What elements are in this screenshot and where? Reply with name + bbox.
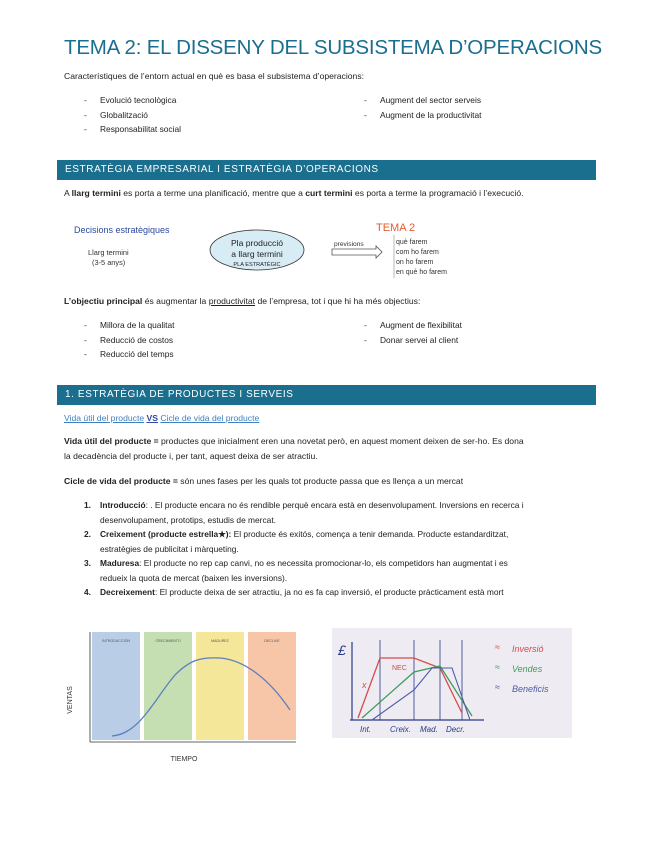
- y-axis-label: VENTAS: [67, 686, 74, 714]
- strategy-diagram: [64, 216, 464, 280]
- item-line: redueix la quota de mercat (baixen les inversions).: [100, 572, 288, 583]
- text-span: es porta a terme la programació i l’execució.: [352, 188, 524, 198]
- objectives-list-right: [344, 318, 462, 347]
- sketch-mark: x: [362, 680, 367, 690]
- sketch-tick-3: Mad.: [420, 725, 438, 734]
- page-title: TEMA 2: EL DISSENY DEL SUBSISTEMA D’OPERACIONS: [64, 36, 603, 59]
- item-title: Introducció: [100, 500, 146, 510]
- item-text: : El producte no rep cap canvi, no es necessita promocionar-lo, els competidors han augmentat i es: [139, 558, 508, 568]
- list-item: - Augment de flexibilitat: [344, 318, 462, 333]
- legend-key-3: ≈: [495, 682, 500, 692]
- item-text: : . El producte encara no és rendible perquè encara està en desenvolupament. Inversions en recerca i: [145, 500, 524, 510]
- item-number: 2.: [84, 529, 91, 539]
- decisions-label: Decisions estratègiques: [74, 225, 170, 235]
- intro-list-left: [64, 93, 181, 137]
- bold-text: curt termini: [305, 188, 353, 198]
- text-span: es porta a terme una planificació, mentre que a: [120, 188, 306, 198]
- item-title: Creixement (producte estrella★):: [100, 529, 232, 539]
- paragraph-line: [64, 434, 524, 449]
- question-1: què farem: [396, 239, 428, 246]
- previsions-label: previsions: [334, 241, 364, 248]
- stage-label: MADUREZ: [211, 639, 229, 643]
- objective-paragraph: [64, 294, 420, 309]
- tema2-label: TEMA 2: [376, 222, 416, 234]
- list-item: - Augment del sector serveis: [344, 93, 482, 108]
- item-number: 3.: [84, 558, 91, 568]
- phase-item: [64, 585, 604, 600]
- item-title: Maduresa: [100, 558, 140, 568]
- list-item: - Donar servei al client: [344, 333, 462, 348]
- phase-item: [64, 556, 604, 585]
- sketch-f: £: [338, 642, 346, 658]
- item-line: [100, 556, 604, 571]
- list-item: - Reducció de costos: [64, 333, 174, 348]
- intro-list-right: [344, 93, 482, 122]
- life-cycle-chart: [60, 630, 300, 770]
- list-item: - Evolució tecnològica: [64, 93, 181, 108]
- question-3: on ho farem: [396, 259, 434, 266]
- text-span: A: [64, 188, 72, 198]
- phase-item: [64, 498, 604, 527]
- stage-label: DECLIVE: [264, 639, 280, 643]
- bold-text: Cicle de vida del producte =: [64, 476, 178, 486]
- list-item: - Augment de la productivitat: [344, 108, 482, 123]
- oval-line-1: Pla producció: [230, 238, 284, 248]
- anys-label: (3-5 anys): [92, 258, 126, 267]
- legend-key-1: ≈: [495, 642, 500, 652]
- sketch-legend-beneficis: Beneficis: [512, 684, 549, 694]
- item-title: Decreixement: [100, 587, 155, 597]
- item-line: [100, 585, 604, 600]
- sketch-image: [332, 628, 572, 738]
- item-text: : El producte deixa de ser atractiu, ja no es fa cap inversió, el producte pràcticament està mort: [154, 587, 504, 597]
- sketch-tick-2: Creix.: [390, 725, 411, 734]
- cicle-vida-link[interactable]: Cicle de vida del producte: [160, 413, 260, 423]
- section-heading-estrategia: ESTRATÈGIA EMPRESARIAL I ESTRATÈGIA D’OPERACIONS: [57, 160, 596, 180]
- oval-line-3: PLA ESTRATÈGIC: [233, 262, 281, 268]
- list-item: - Responsabilitat social: [64, 122, 181, 137]
- link-line: [64, 411, 259, 426]
- bold-text: L’objectiu principal: [64, 296, 143, 306]
- item-line: [100, 498, 604, 513]
- stage-label: CRECIMIENTO: [155, 639, 181, 643]
- text-span: són unes fases per les quals tot producte passa que es llença a un mercat: [177, 476, 464, 486]
- bold-text: llarg termini: [71, 188, 121, 198]
- oval-line-2: a llarg termini: [231, 249, 283, 259]
- item-line: desenvolupament, prototips, estudis de mercat.: [100, 514, 276, 525]
- termini-paragraph: [64, 186, 524, 201]
- text-span: productes que inicialment eren una novetat però, en aquest moment deixen de ser-ho. Es dona: [158, 436, 524, 446]
- item-line: estratègies de publicitat i màrqueting.: [100, 543, 239, 554]
- vida-util-paragraph: [64, 434, 524, 464]
- stage-label: INTRODUCCIÓN: [102, 639, 130, 643]
- paragraph-line: la decadència del producte i, per tant, aquest deixa de ser atractiu.: [64, 451, 318, 461]
- stage-band: [248, 632, 296, 740]
- list-item: - Millora de la qualitat: [64, 318, 174, 333]
- question-2: com ho farem: [396, 249, 439, 256]
- text-span: de l’empresa, tot i que hi ha més objectius:: [255, 296, 421, 306]
- sketch-legend-inversio: Inversió: [512, 644, 544, 654]
- stage-bands: [92, 632, 296, 740]
- phase-item: [64, 527, 604, 556]
- stage-band: [144, 632, 192, 740]
- section-heading-productes: 1. ESTRATÈGIA DE PRODUCTES I SERVEIS: [57, 385, 596, 405]
- cicle-vida-paragraph: [64, 474, 463, 489]
- sketch-tick-4: Decr.: [446, 725, 465, 734]
- sketch-legend-vendes: Vendes: [512, 664, 543, 674]
- bold-text: Vida útil del producte =: [64, 436, 159, 446]
- list-item: - Reducció del temps: [64, 347, 174, 362]
- underlined-text: productivitat: [208, 296, 256, 306]
- sketch-tick-1: Int.: [360, 725, 372, 734]
- text-span: és augmentar la: [142, 296, 209, 306]
- vida-util-link[interactable]: Vida útil del producte: [64, 413, 145, 423]
- phases-list: [64, 498, 604, 600]
- item-line: [100, 527, 604, 542]
- stage-band: [196, 632, 244, 740]
- item-number: 1.: [84, 500, 91, 510]
- list-item: - Globalització: [64, 108, 181, 123]
- question-4: en què ho farem: [396, 269, 447, 276]
- llarg-termini-label: Llarg termini: [88, 248, 129, 257]
- item-text: El producte és exitós, comença a tenir demanda. Producte estandarditzat,: [231, 529, 509, 539]
- item-number: 4.: [84, 587, 91, 597]
- stage-band: [92, 632, 140, 740]
- legend-key-2: ≈: [495, 662, 500, 672]
- objectives-list-left: [64, 318, 174, 362]
- sketch-nec: NEC: [392, 665, 407, 672]
- x-axis-label: TIEMPO: [170, 756, 198, 763]
- intro-text: Característiques de l’entorn actual en què es basa el subsistema d’operacions:: [64, 71, 365, 81]
- vs-label: VS: [146, 413, 158, 423]
